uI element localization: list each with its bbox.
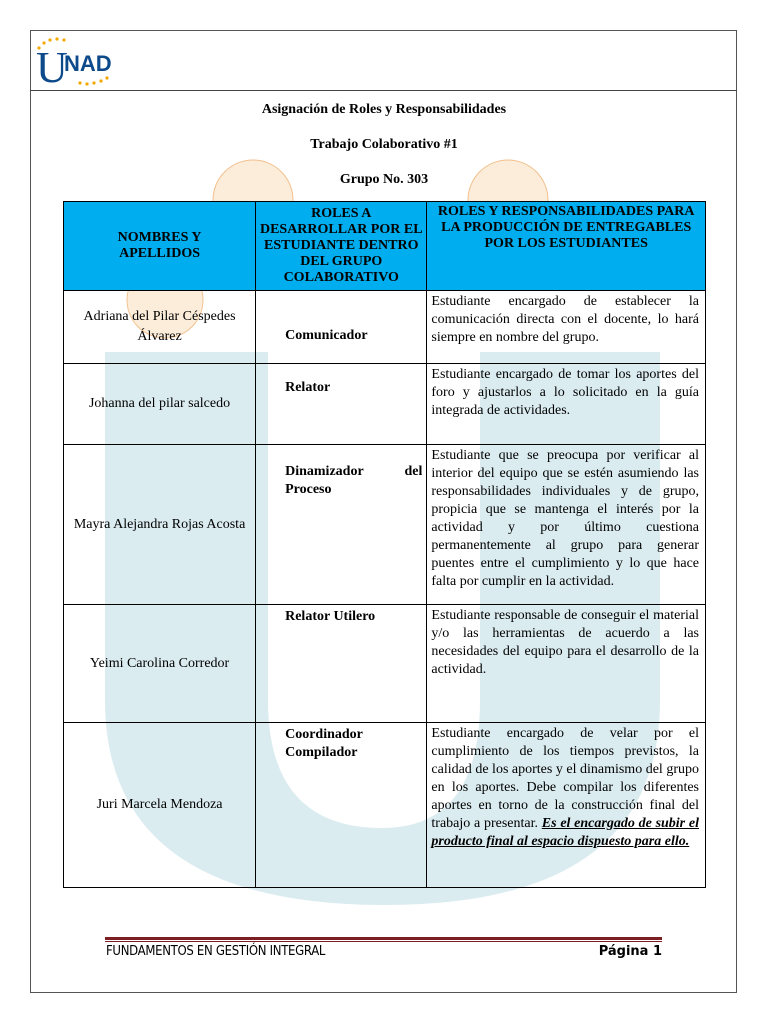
header-rule: [30, 90, 737, 91]
table-row: [64, 291, 706, 364]
student-role: Coordinador Compilador: [285, 727, 363, 760]
student-name: Mayra Alejandra Rojas Acosta: [73, 516, 246, 532]
col-header-roles: ROLES A DESARROLLAR POR EL ESTUDIANTE DENTRO DEL GRUPO COLABORATIVO: [256, 202, 427, 291]
table-header-row: [64, 202, 706, 291]
role-description: Estudiante responsable de conseguir el material y/o las herramientas de acuerdo a las necesidades del equipo para el desarrollo de la actividad.: [431, 608, 699, 677]
student-name: Yeimi Carolina Corredor: [89, 655, 230, 671]
logo-letter-u: U: [36, 43, 68, 86]
footer-rule-thin: [105, 941, 662, 942]
student-role: Dinamizador del Proceso: [285, 464, 423, 497]
student-role: Comunicador: [285, 328, 368, 343]
student-name: Juri Marcela Mendoza: [96, 797, 223, 812]
role-description: Estudiante que se preocupa por verificar al interior del equipo que se estén asumiendo las responsabilidades individuales y de grupo, propicia que se mantenga el interés por la actividad y por último cuestiona permanentemente al grupo para generar puentes entre el cumplimiento y lo que hace falta por cumplir en la actividad.: [431, 448, 699, 589]
group-title: Grupo No. 303: [339, 172, 429, 187]
role-description-text: Estudiante encargado de velar por el cumplimiento de los tiempos previstos, la calidad de los aportes y el dinamismo del grupo en los aportes. Debe compilar los diferentes aportes en torno de la construcción final del trabajo a presentar.: [431, 726, 699, 831]
footer-course-name: FUNDAMENTOS EN GESTIÓN INTEGRAL: [106, 944, 326, 959]
table-row: [64, 605, 706, 723]
student-role: Relator Utilero: [285, 609, 376, 624]
work-title: Trabajo Colaborativo #1: [310, 137, 458, 152]
table-row: [64, 723, 706, 888]
document-heading: Asignación de Roles y Responsabilidades: [261, 102, 507, 117]
student-role: Relator: [285, 380, 331, 395]
unad-logo: [33, 34, 133, 86]
role-description-emphasis: Es el encargado de subir el producto final al espacio dispuesto para ello.: [431, 816, 699, 849]
student-name: Adriana del Pilar Céspedes Álvarez: [83, 309, 236, 344]
table-row: [64, 445, 706, 605]
role-description: Estudiante encargado de tomar los aportes del foro y ajustarlos a lo solicitado en la guía integrada de actividades.: [431, 367, 699, 418]
col-header-responsibilities: ROLES Y RESPONSABILIDADES PARA LA PRODUCCIÓN DE ENTREGABLES POR LOS ESTUDIANTES: [427, 202, 706, 291]
student-name: Johanna del pilar salcedo: [88, 396, 231, 411]
footer-rule-thick: [105, 937, 662, 940]
footer-page-number: Página 1: [598, 944, 662, 959]
document-titles: [0, 100, 768, 205]
col-header-names: NOMBRES Y APELLIDOS: [64, 202, 256, 291]
roles-table: [63, 201, 706, 888]
role-description: Estudiante encargado de establecer la comunicación directa con el docente, lo hará siempre en nombre del grupo.: [431, 294, 699, 345]
role-description: [427, 723, 705, 851]
logo-letters-nad: NAD: [64, 51, 112, 76]
table-row: [64, 364, 706, 445]
